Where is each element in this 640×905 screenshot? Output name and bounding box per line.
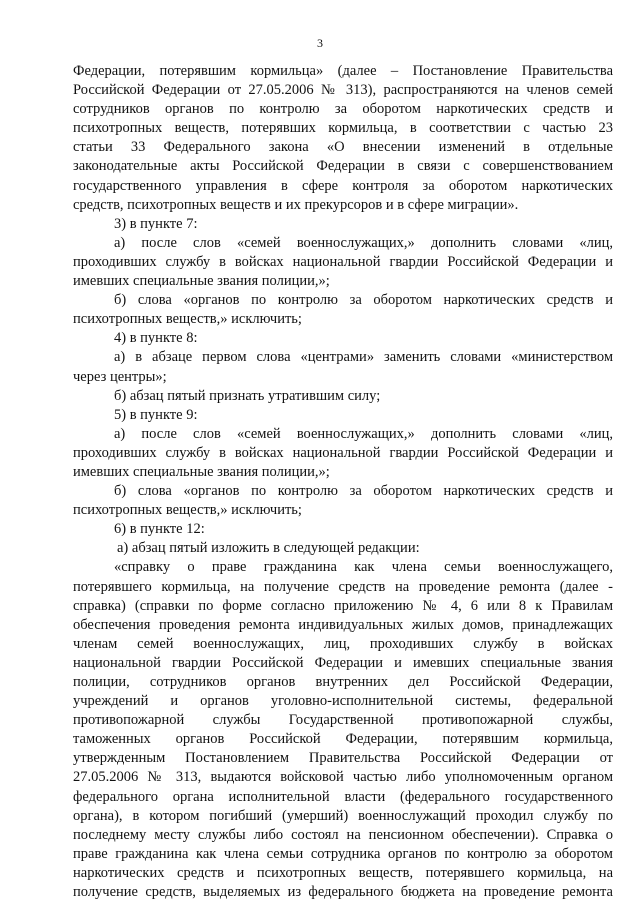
text-line: 4) в пункте 8: bbox=[114, 330, 198, 347]
text-line: наркотических средств и психотропных веществ, потерявшего кормильца, на bbox=[73, 864, 613, 881]
text-line: имевших специальные звания полиции,»; bbox=[73, 463, 330, 480]
text-line: проходивших службу в войсках национальной гвардии Российской Федерации и bbox=[73, 253, 613, 270]
text-line: 27.05.2006 № 313, выдаются войсковой частью либо уполномоченным органом bbox=[73, 769, 613, 786]
text-line: получение средств, выделяемых из федерального бюджета на проведение ремонта bbox=[73, 884, 613, 901]
text-line: а) в абзаце первом слова «центрами» заменить словами «министерством bbox=[114, 349, 613, 366]
text-line: сотрудников органов по контролю за оборотом наркотических средств и bbox=[73, 101, 613, 118]
text-line: а) абзац пятый изложить в следующей редакции: bbox=[117, 540, 420, 557]
text-line: через центры»; bbox=[73, 368, 167, 385]
text-line: учреждений и органов уголовно-исполнительной системы, федеральной bbox=[73, 693, 613, 710]
text-line: утвержденным Постановлением Правительства Российской Федерации от bbox=[73, 750, 613, 767]
text-line: обеспечения проведения ремонта индивидуальных жилых домов, принадлежащих bbox=[73, 616, 613, 633]
text-line: праве гражданина как члена семьи сотрудника органов по контролю за оборотом bbox=[73, 845, 613, 862]
text-line: противопожарной службы Государственной противопожарной службы, bbox=[73, 712, 613, 729]
text-line: федерального органа исполнительной власти (федерального государственного bbox=[73, 788, 613, 805]
text-line: органа), в котором погибший (умерший) военнослужащий проходил службу по bbox=[73, 807, 613, 824]
text-line: б) слова «органов по контролю за оборотом наркотических средств и bbox=[114, 483, 613, 500]
document-body bbox=[73, 62, 613, 902]
text-line: психотропных веществ,» исключить; bbox=[73, 311, 302, 328]
text-line: проходивших службу в войсках национальной гвардии Российской Федерации и bbox=[73, 444, 613, 461]
text-line: психотропных веществ, потерявших кормильца, в соответствии с частью 23 bbox=[73, 120, 613, 137]
text-line: 3) в пункте 7: bbox=[114, 215, 198, 232]
text-line: государственного управления в сфере контроля за оборотом наркотических bbox=[73, 177, 613, 194]
text-line: членам семей военнослужащих, лиц, проходивших службу в войсках bbox=[73, 635, 613, 652]
text-line: имевших специальные звания полиции,»; bbox=[73, 273, 330, 290]
text-line: психотропных веществ,» исключить; bbox=[73, 502, 302, 519]
text-line: а) после слов «семей военнослужащих,» дополнить словами «лиц, bbox=[114, 234, 613, 251]
text-line: Российской Федерации от 27.05.2006 № 313), распространяются на членов семей bbox=[73, 82, 613, 99]
text-line: 6) в пункте 12: bbox=[114, 521, 205, 538]
text-line: Федерации, потерявшим кормильца» (далее – Постановление Правительства bbox=[73, 63, 613, 79]
text-line: потерявшего кормильца, на получение средств на проведение ремонта (далее - bbox=[73, 578, 613, 595]
page-number: 3 bbox=[317, 36, 323, 50]
text-line: а) после слов «семей военнослужащих,» дополнить словами «лиц, bbox=[114, 425, 613, 442]
text-line: б) абзац пятый признать утратившим силу; bbox=[114, 387, 381, 404]
text-line: «справку о праве гражданина как члена семьи военнослужащего, bbox=[114, 559, 613, 576]
text-line: национальной гвардии Российской Федерации и имевших специальные звания bbox=[73, 654, 613, 671]
text-line: б) слова «органов по контролю за оборотом наркотических средств и bbox=[114, 292, 613, 309]
text-line: таможенных органов Российской Федерации, потерявшим кормильца, bbox=[73, 731, 613, 748]
text-line: законодательные акты Российской Федерации в связи с совершенствованием bbox=[73, 158, 613, 175]
text-line: статьи 33 Федерального закона «О внесении изменений в отдельные bbox=[73, 139, 613, 156]
text-line: полиции, сотрудников органов внутренних дел Российской Федерации, bbox=[73, 674, 613, 690]
text-line: 5) в пункте 9: bbox=[114, 406, 198, 423]
text-line: средств, психотропных веществ и их прекурсоров и в сфере миграции». bbox=[73, 196, 519, 213]
text-line: справка) (справки по форме согласно приложению № 4, 6 или 8 к Правилам bbox=[73, 597, 613, 614]
text-line: последнему месту службы либо состоял на пенсионном обеспечении). Справка о bbox=[73, 826, 613, 843]
